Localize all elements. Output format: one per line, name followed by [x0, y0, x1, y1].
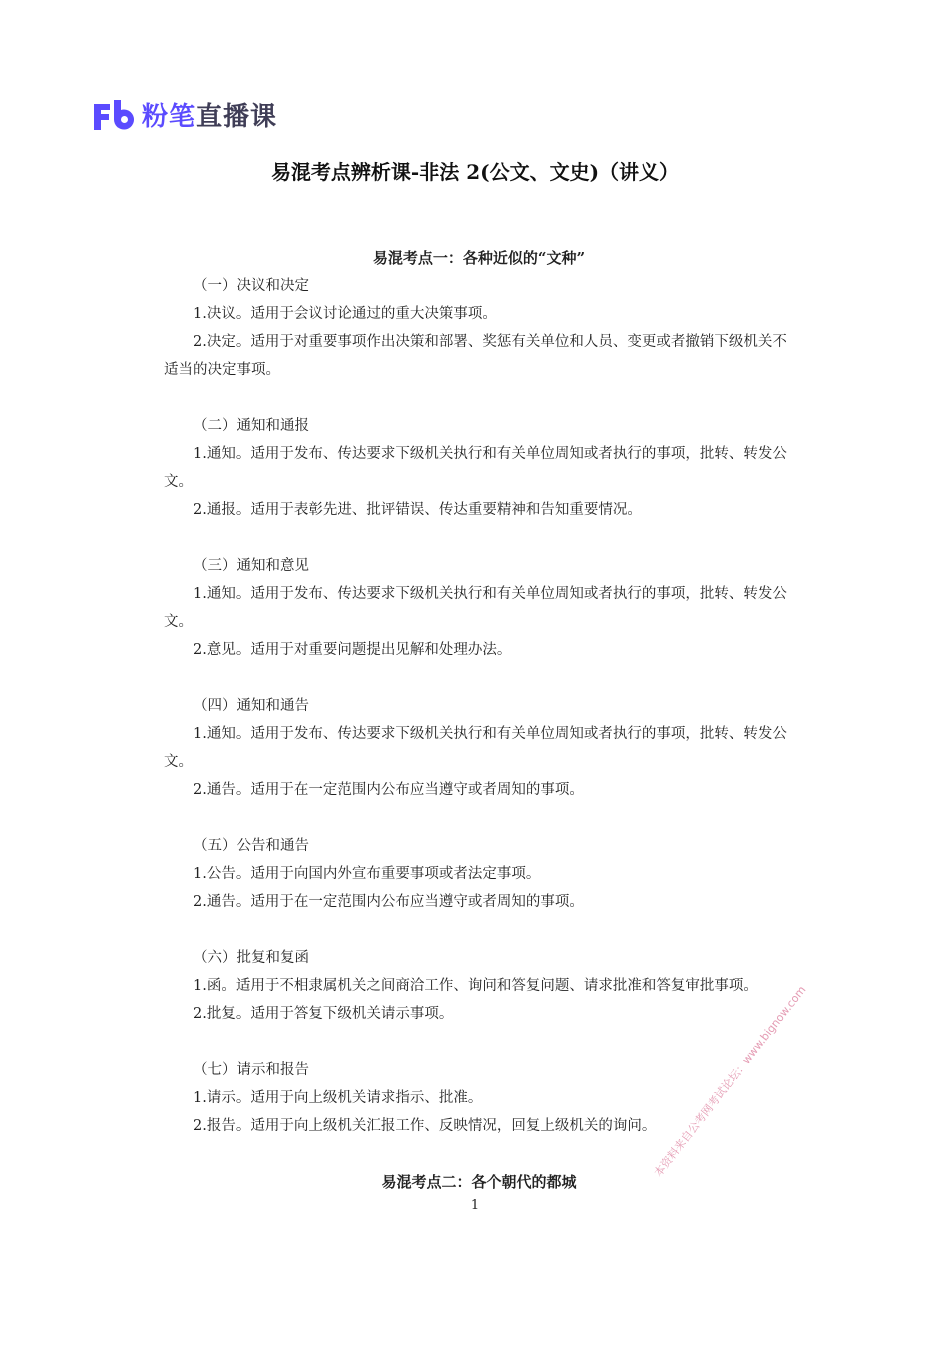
subsection [164, 272, 794, 384]
paragraph: 2.批复。适用于答复下级机关请示事项。 [193, 1006, 454, 1022]
subsection-heading: （七）请示和报告 [193, 1062, 309, 1078]
document-body [164, 244, 794, 1196]
paragraph: 1.请示。适用于向上级机关请求指示、批准。 [193, 1090, 483, 1106]
fb-logo-icon [92, 98, 136, 132]
subsection-heading: （六）批复和复函 [193, 950, 309, 966]
subsection-heading: （四）通知和通告 [193, 698, 309, 714]
watermark: 本资料来自公考网考试论坛：www.bignow.com [651, 983, 809, 1180]
subsection [164, 552, 794, 664]
logo-text [142, 96, 277, 133]
paragraph: 1.公告。适用于向国内外宣布重要事项或者法定事项。 [193, 866, 541, 882]
paragraph: 2.决定。适用于对重要事项作出决策和部署、奖惩有关单位和人员、变更或者撤销下级机关不适当的决定事项。 [164, 334, 787, 378]
page-number: 1 [470, 1198, 480, 1213]
paragraph: 1.函。适用于不相隶属机关之间商洽工作、询问和答复问题、请求批准和答复审批事项。 [193, 978, 758, 994]
paragraph: 1.决议。适用于会议讨论通过的重大决策事项。 [193, 306, 497, 322]
subsection [164, 944, 794, 1028]
subsection-heading: （五）公告和通告 [193, 838, 309, 854]
paragraph: 1.通知。适用于发布、传达要求下级机关执行和有关单位周知或者执行的事项，批转、转发公文。 [164, 446, 787, 490]
subsection [164, 832, 794, 916]
logo-product: 直播课 [196, 102, 278, 132]
logo-brand: 粉笔 [142, 102, 197, 132]
document-title: 易混考点辨析课-非法 2(公文、文史)（讲义） [270, 160, 680, 184]
brand-logo [92, 96, 277, 133]
paragraph: 2.通告。适用于在一定范围内公布应当遵守或者周知的事项。 [193, 782, 584, 798]
section-heading-2: 易混考点二：各个朝代的都城 [381, 1173, 577, 1191]
section-heading-1: 易混考点一：各种近似的“文种” [372, 249, 586, 267]
subsection-heading: （一）决议和决定 [193, 278, 309, 294]
subsection [164, 692, 794, 804]
subsection [164, 412, 794, 524]
paragraph: 2.报告。适用于向上级机关汇报工作、反映情况，回复上级机关的询问。 [193, 1118, 657, 1134]
section-1-groups [164, 272, 794, 1140]
paragraph: 2.通告。适用于在一定范围内公布应当遵守或者周知的事项。 [193, 894, 584, 910]
subsection-heading: （三）通知和意见 [193, 558, 309, 574]
subsection-heading: （二）通知和通报 [193, 418, 309, 434]
paragraph: 2.意见。适用于对重要问题提出见解和处理办法。 [193, 642, 512, 658]
paragraph: 2.通报。适用于表彰先进、批评错误、传达重要精神和告知重要情况。 [193, 502, 642, 518]
paragraph: 1.通知。适用于发布、传达要求下级机关执行和有关单位周知或者执行的事项，批转、转发公文。 [164, 586, 787, 630]
paragraph: 1.通知。适用于发布、传达要求下级机关执行和有关单位周知或者执行的事项，批转、转发公文。 [164, 726, 787, 770]
